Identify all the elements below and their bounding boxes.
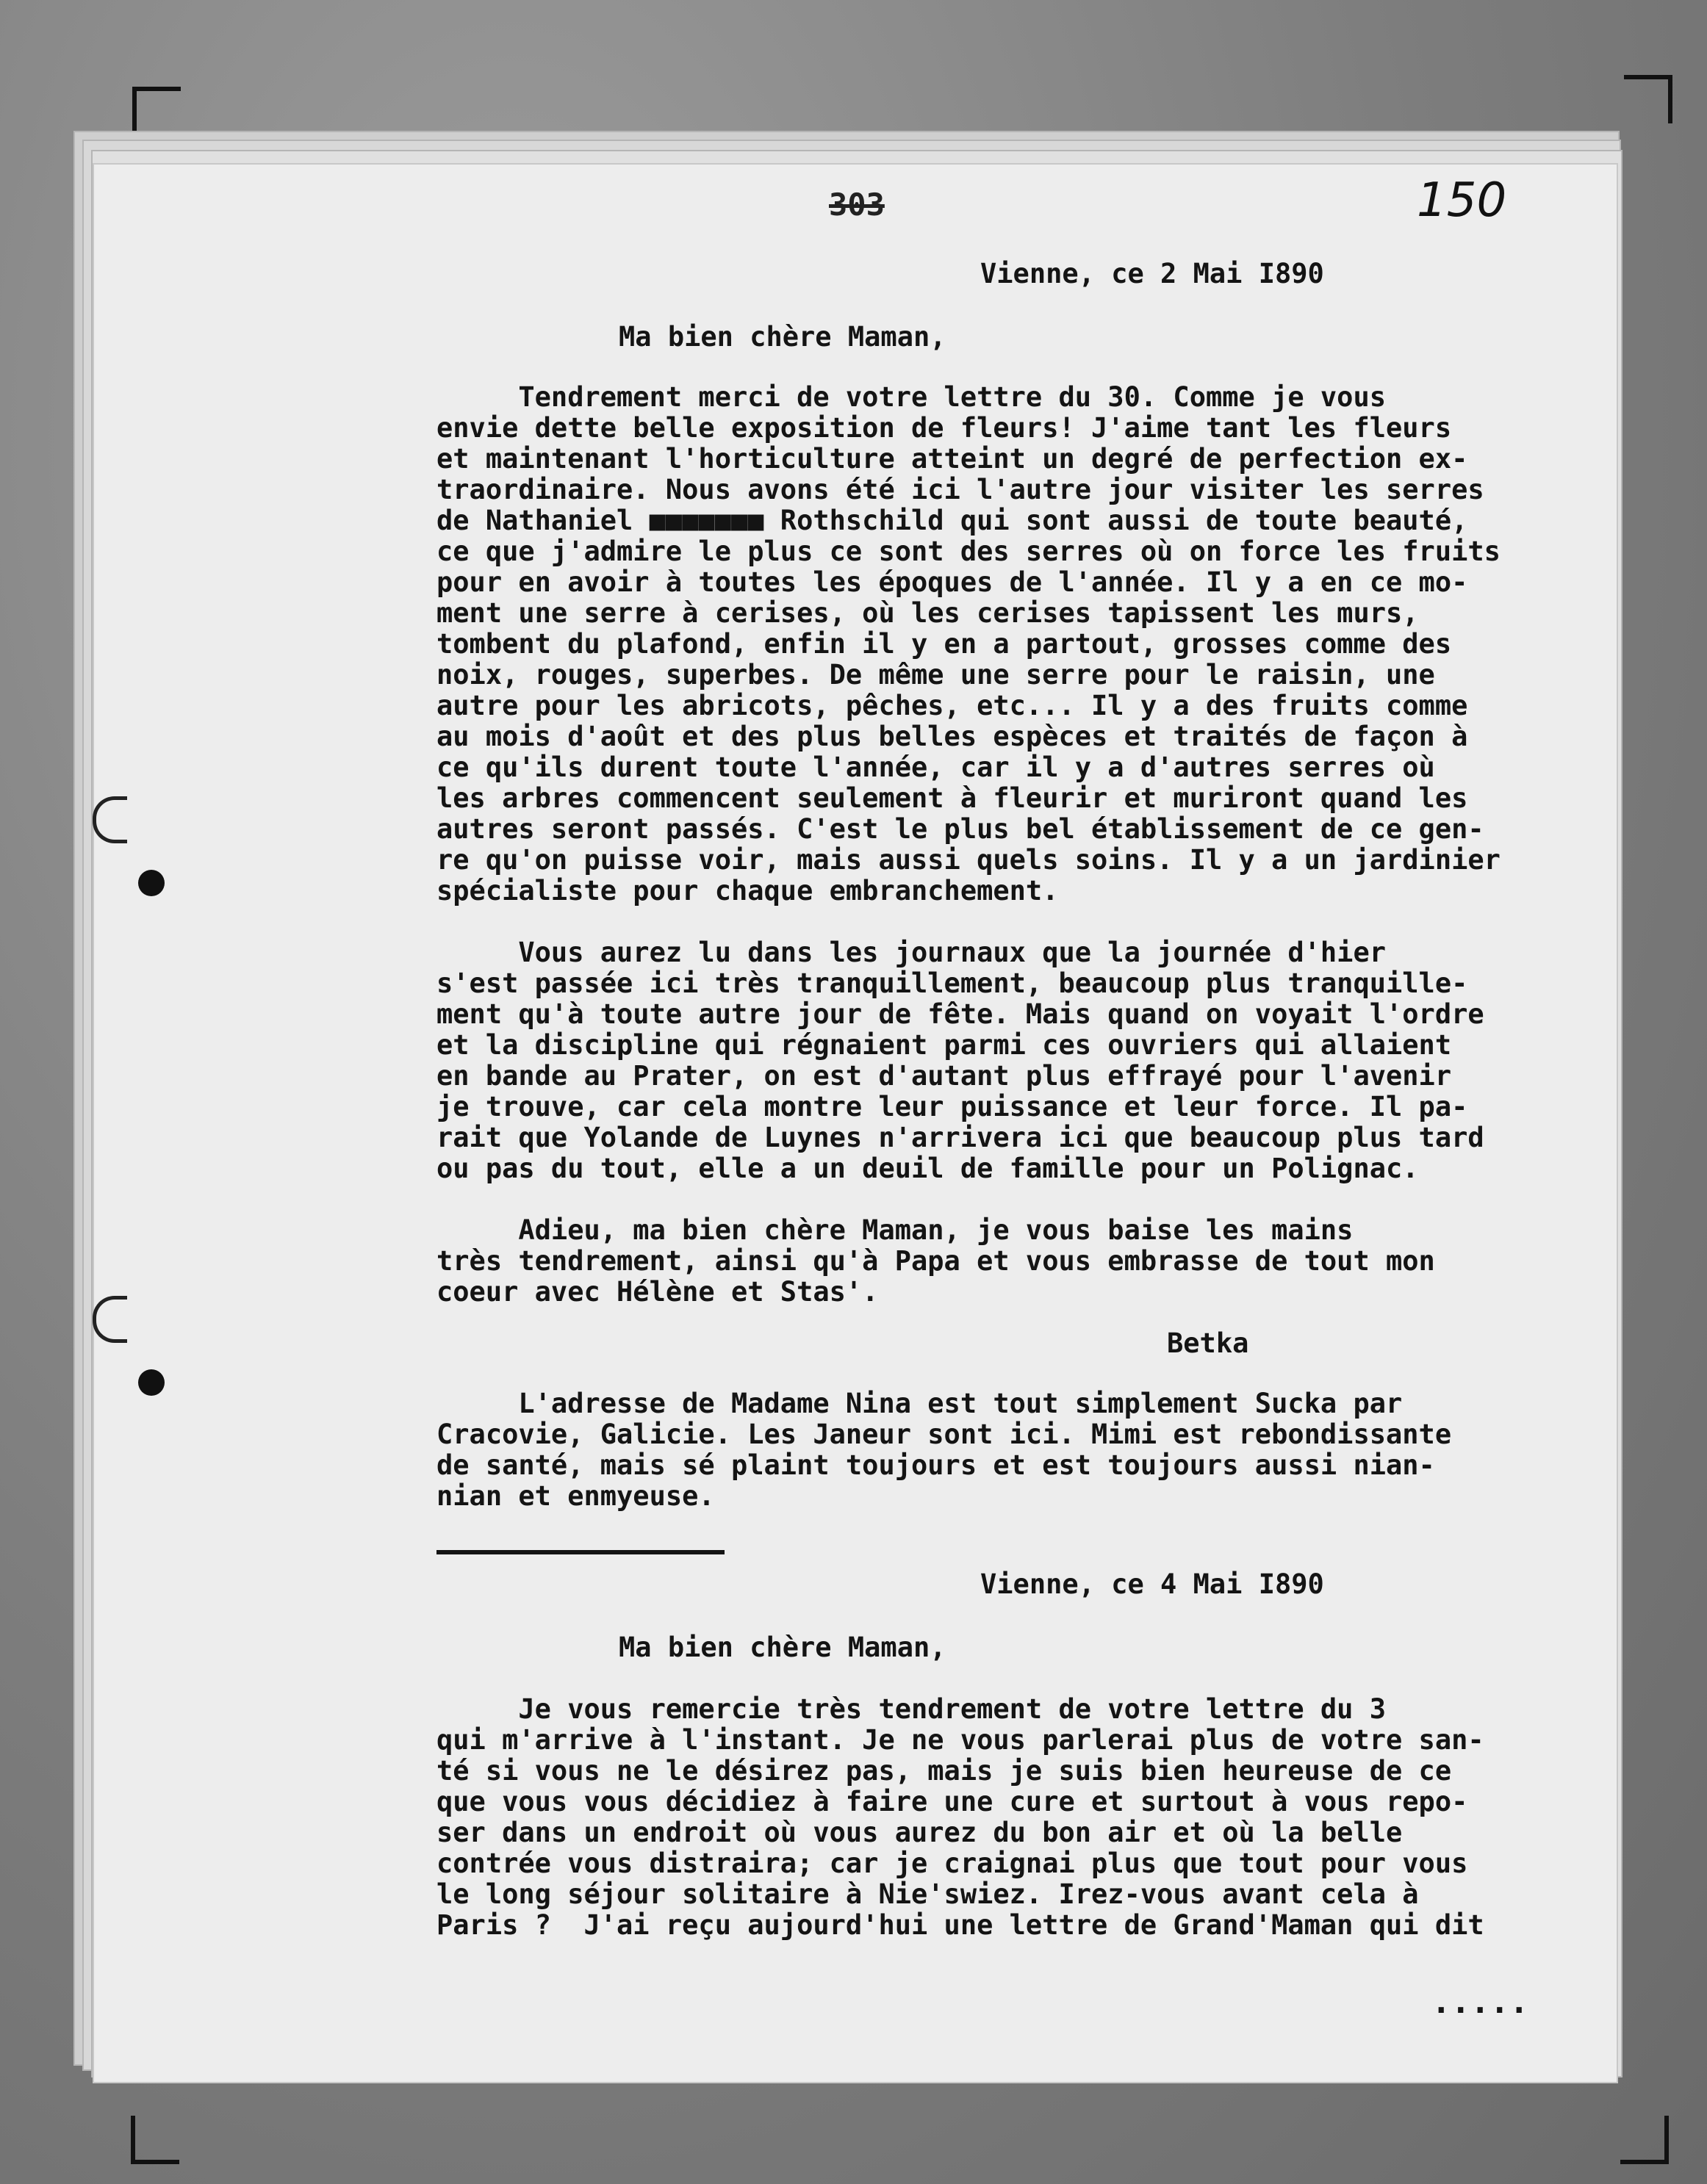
- text-line: ment une serre à cerises, où les cerises tapissent les murs,: [436, 597, 1419, 629]
- text-line: et maintenant l'horticulture atteint un degré de perfection ex-: [436, 443, 1468, 475]
- text-line: nian et enmyeuse.: [436, 1480, 715, 1512]
- text-line: ment qu'à toute autre jour de fête. Mais quand on voyait l'ordre: [436, 998, 1484, 1030]
- text-line: Adieu, ma bien chère Maman, je vous baise les mains: [436, 1214, 1354, 1246]
- crop-mark-top-right: [1624, 75, 1672, 123]
- text-line: coeur avec Hélène et Stas'.: [436, 1276, 879, 1308]
- letter2-dateline: Vienne, ce 4 Mai I890: [980, 1568, 1324, 1600]
- separator-rule: [436, 1550, 725, 1554]
- letter1-salutation: Ma bien chère Maman,: [619, 321, 946, 353]
- crossed-out-folio: 303: [829, 187, 885, 223]
- text-line: contrée vous distraira; car je craignai plus que tout pour vous: [436, 1848, 1468, 1879]
- binder-hole-edge-icon: [93, 796, 127, 843]
- text-line: autres seront passés. C'est le plus bel établissement de ce gen-: [436, 813, 1484, 845]
- text-line: noix, rouges, superbes. De même une serre pour le raisin, une: [436, 659, 1435, 691]
- text-line: Je vous remercie très tendrement de votre lettre du 3: [436, 1693, 1387, 1725]
- text-line: très tendrement, ainsi qu'à Papa et vous embrasse de tout mon: [436, 1245, 1435, 1277]
- punch-hole-icon: [138, 1369, 165, 1396]
- text-line: de santé, mais sé plaint toujours et est toujours aussi nian-: [436, 1449, 1435, 1481]
- text-line: le long séjour solitaire à Nie'swiez. Irez-vous avant cela à: [436, 1878, 1419, 1910]
- text-line: Tendrement merci de votre lettre du 30. Comme je vous: [436, 381, 1387, 413]
- text-line: que vous vous décidiez à faire une cure et surtout à vous repo-: [436, 1786, 1468, 1817]
- text-line: ou pas du tout, elle a un deuil de famille pour un Polignac.: [436, 1153, 1419, 1184]
- letter1-signature: Betka: [1167, 1327, 1249, 1359]
- text-line: et la discipline qui régnaient parmi ces ouvriers qui allaient: [436, 1029, 1452, 1061]
- crop-mark-bottom-left: [131, 2116, 179, 2164]
- typewritten-page: [94, 165, 1617, 2082]
- handwritten-folio: 150: [1417, 173, 1507, 228]
- text-line: L'adresse de Madame Nina est tout simplement Sucka par: [436, 1388, 1403, 1419]
- text-line: qui m'arrive à l'instant. Je ne vous parlerai plus de votre san-: [436, 1724, 1484, 1756]
- text-line: tombent du plafond, enfin il y en a partout, grosses comme des: [436, 628, 1452, 660]
- text-line: Paris ? J'ai reçu aujourd'hui une lettre de Grand'Maman qui dit: [436, 1909, 1484, 1941]
- text-line: traordinaire. Nous avons été ici l'autre jour visiter les serres: [436, 474, 1484, 505]
- text-line: ce que j'admire le plus ce sont des serres où on force les fruits: [436, 536, 1501, 567]
- letter1-dateline: Vienne, ce 2 Mai I890: [980, 258, 1324, 289]
- text-line: s'est passée ici très tranquillement, beaucoup plus tranquille-: [436, 967, 1468, 999]
- text-line: de Nathaniel ■■■■■■■ Rothschild qui sont aussi de toute beauté,: [436, 505, 1468, 536]
- text-line: ce qu'ils durent toute l'année, car il y a d'autres serres où: [436, 752, 1435, 783]
- crop-mark-top-left: [132, 87, 181, 135]
- text-line: envie dette belle exposition de fleurs! J'aime tant les fleurs: [436, 412, 1452, 444]
- binder-hole-edge-icon: [93, 1296, 127, 1343]
- text-line: re qu'on puisse voir, mais aussi quels soins. Il y a un jardinier: [436, 844, 1501, 876]
- text-line: Cracovie, Galicie. Les Janeur sont ici. Mimi est rebondissante: [436, 1419, 1452, 1450]
- text-line: ser dans un endroit où vous aurez du bon air et où la belle: [436, 1817, 1403, 1848]
- continuation-mark: .....: [1431, 1983, 1529, 2021]
- text-line: pour en avoir à toutes les époques de l'année. Il y a en ce mo-: [436, 566, 1468, 598]
- punch-hole-icon: [138, 870, 165, 896]
- text-line: spécialiste pour chaque embranchement.: [436, 875, 1059, 907]
- crop-mark-bottom-right: [1620, 2116, 1669, 2164]
- text-line: en bande au Prater, on est d'autant plus effrayé pour l'avenir: [436, 1060, 1452, 1092]
- text-line: rait que Yolande de Luynes n'arrivera ici que beaucoup plus tard: [436, 1122, 1484, 1153]
- text-line: au mois d'août et des plus belles espèces et traités de façon à: [436, 721, 1468, 752]
- text-line: autre pour les abricots, pêches, etc... Il y a des fruits comme: [436, 690, 1468, 721]
- text-line: té si vous ne le désirez pas, mais je suis bien heureuse de ce: [436, 1755, 1452, 1787]
- text-line: Vous aurez lu dans les journaux que la journée d'hier: [436, 937, 1387, 968]
- letter2-salutation: Ma bien chère Maman,: [619, 1632, 946, 1663]
- text-line: les arbres commencent seulement à fleurir et muriront quand les: [436, 782, 1468, 814]
- text-line: je trouve, car cela montre leur puissance et leur force. Il pa-: [436, 1091, 1468, 1122]
